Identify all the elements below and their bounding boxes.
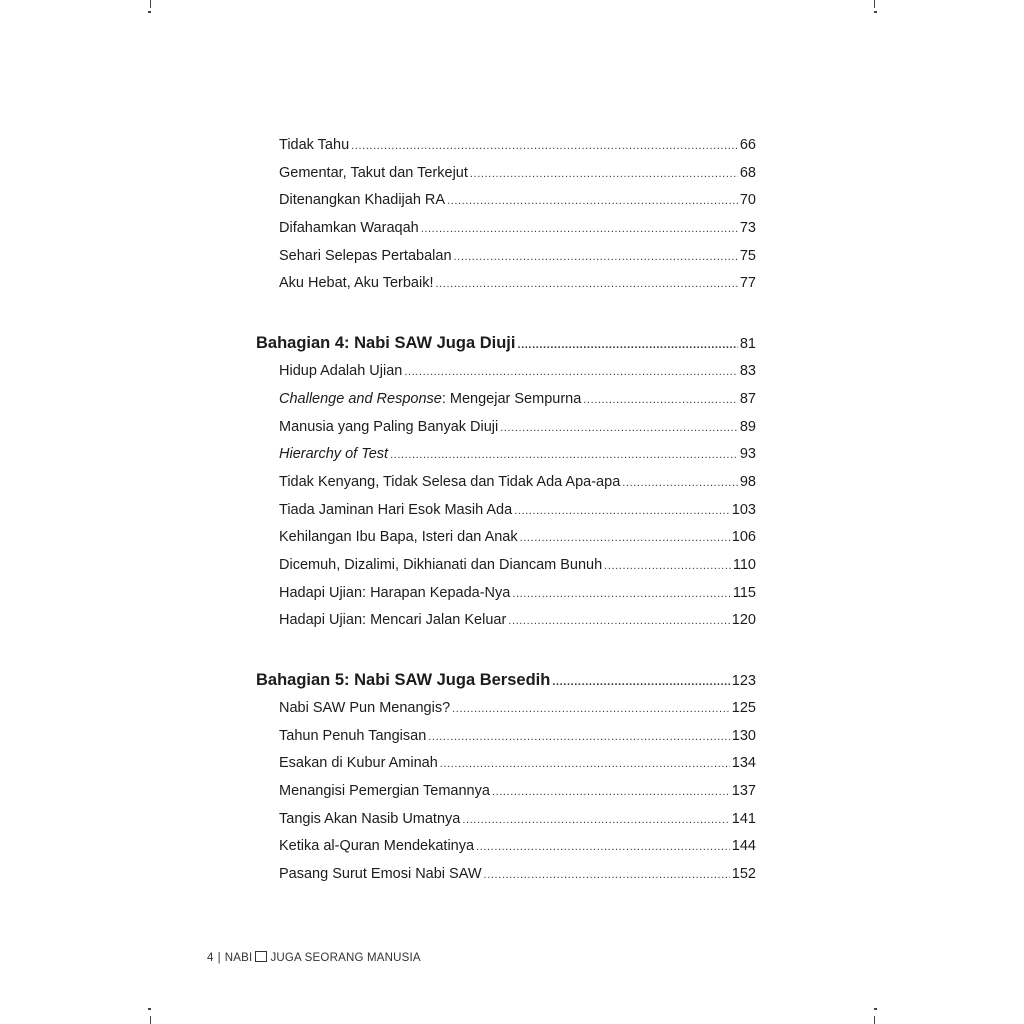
crop-mark-top-right-dot xyxy=(874,11,877,13)
dot-leader xyxy=(484,862,730,890)
toc-entry-title xyxy=(279,386,581,414)
toc-entry[interactable] xyxy=(256,806,756,834)
crop-mark-bottom-left xyxy=(150,1016,151,1024)
toc-entry-page: 68 xyxy=(739,164,756,181)
toc-entry[interactable] xyxy=(256,497,756,525)
dot-leader xyxy=(428,724,730,752)
toc-entry[interactable] xyxy=(256,187,756,215)
dot-leader xyxy=(583,387,738,415)
dot-leader xyxy=(514,498,730,526)
dot-leader xyxy=(447,188,738,216)
toc-entry[interactable] xyxy=(256,552,756,580)
toc-entry-title: Ditenangkan Khadijah RA xyxy=(279,192,446,209)
toc-entry-title: Gementar, Takut dan Terkejut xyxy=(279,164,468,181)
toc-entry-page: 103 xyxy=(731,501,756,518)
footer-book-title-part1: NABI xyxy=(224,952,253,964)
toc-entry-page: 73 xyxy=(739,220,756,237)
toc-entry-title: Tidak Kenyang, Tidak Selesa dan Tidak Ada Apa-apa xyxy=(279,473,621,490)
toc-entry-page: 87 xyxy=(739,390,756,407)
toc-entry[interactable] xyxy=(256,358,756,386)
toc-entry-title: Tiada Jaminan Hari Esok Masih Ada xyxy=(279,501,513,518)
crop-mark-top-right xyxy=(874,0,875,8)
dot-leader xyxy=(452,696,730,724)
crop-mark-bottom-right xyxy=(874,1016,875,1024)
toc-entry-title: Menangisi Pemergian Temannya xyxy=(279,783,490,800)
toc-entry-page: 106 xyxy=(731,529,756,546)
part-heading-title: Bahagian 4: Nabi SAW Juga Diuji xyxy=(256,334,516,353)
part-heading-page: 123 xyxy=(731,673,756,689)
dot-leader xyxy=(454,244,738,272)
toc-entry-title: Tangis Akan Nasib Umatnya xyxy=(279,810,461,827)
toc-entry-page: 137 xyxy=(731,783,756,800)
toc-entry-title: Sehari Selepas Pertabalan xyxy=(279,247,452,264)
footer-separator: | xyxy=(217,952,221,964)
dot-leader xyxy=(404,359,738,387)
toc-entry-page: 75 xyxy=(739,247,756,264)
toc-entry-page: 83 xyxy=(739,363,756,380)
toc-entry[interactable] xyxy=(256,861,756,889)
toc-entry-title: Hidup Adalah Ujian xyxy=(279,363,403,380)
toc-entry-title: Kehilangan Ibu Bapa, Isteri dan Anak xyxy=(279,529,518,546)
toc-entry-page: 141 xyxy=(731,810,756,827)
toc-entry-title xyxy=(279,441,388,469)
dot-leader xyxy=(351,133,738,161)
toc-entry[interactable] xyxy=(256,441,756,469)
toc-entry[interactable] xyxy=(256,580,756,608)
toc-entry[interactable] xyxy=(256,833,756,861)
dot-leader xyxy=(440,751,730,779)
crop-mark-top-left-dot xyxy=(148,11,151,13)
crop-mark-bottom-left-dot xyxy=(148,1008,151,1010)
crop-mark-bottom-right-dot xyxy=(874,1008,877,1010)
toc-entry-title: Ketika al-Quran Mendekatinya xyxy=(279,838,475,855)
toc-entry[interactable] xyxy=(256,243,756,271)
toc-entry-title: Manusia yang Paling Banyak Diuji xyxy=(279,418,499,435)
toc-entry[interactable] xyxy=(256,270,756,298)
toc-entry[interactable] xyxy=(256,414,756,442)
dot-leader xyxy=(622,470,738,498)
dot-leader xyxy=(508,608,730,636)
toc-entry[interactable] xyxy=(256,750,756,778)
part-heading-title: Bahagian 5: Nabi SAW Juga Bersedih xyxy=(256,671,551,689)
toc-entry-page: 152 xyxy=(731,866,756,883)
dot-leader xyxy=(604,553,731,581)
section-gap xyxy=(256,298,756,329)
toc-entry-title: Aku Hebat, Aku Terbaik! xyxy=(279,275,434,292)
crop-mark-top-left xyxy=(150,0,151,8)
toc-entry-title: Dicemuh, Dizalimi, Dikhianati dan Diancam Bunuh xyxy=(279,556,603,573)
toc-entry[interactable] xyxy=(256,386,756,414)
toc-entry-title: Tahun Penuh Tangisan xyxy=(279,727,427,744)
toc-entry-page: 93 xyxy=(739,446,756,463)
table-of-contents xyxy=(256,132,756,889)
toc-entry[interactable] xyxy=(256,215,756,243)
toc-entry-title-italic: Hierarchy of Test xyxy=(279,446,389,463)
section-gap xyxy=(256,635,756,666)
toc-entry-title: Difahamkan Waraqah xyxy=(279,220,419,237)
toc-entry[interactable] xyxy=(256,160,756,188)
toc-entry-title: Nabi SAW Pun Menangis? xyxy=(279,700,451,716)
dot-leader xyxy=(552,668,729,697)
footer-book-title-part2: JUGA SEORANG MANUSIA xyxy=(270,952,421,964)
footer-page-number: 4 xyxy=(207,952,214,964)
toc-entry[interactable] xyxy=(256,469,756,497)
toc-entry-title: Tidak Tahu xyxy=(279,137,350,153)
toc-entry-page: 77 xyxy=(739,275,756,292)
running-footer xyxy=(207,951,421,964)
toc-entry-page: 89 xyxy=(739,418,756,435)
part-heading-4[interactable] xyxy=(256,329,756,358)
dot-leader xyxy=(462,807,729,835)
dot-leader xyxy=(520,525,730,553)
dot-leader xyxy=(390,442,738,470)
toc-entry-title: Esakan di Kubur Aminah xyxy=(279,755,438,772)
toc-entry-page: 70 xyxy=(739,192,756,209)
toc-entry[interactable] xyxy=(256,778,756,806)
dot-leader xyxy=(492,779,730,807)
toc-entry-page: 110 xyxy=(732,556,756,573)
salawat-seal-icon xyxy=(255,951,267,962)
toc-entry[interactable] xyxy=(256,607,756,635)
toc-entry-title: Hadapi Ujian: Mencari Jalan Keluar xyxy=(279,612,507,629)
toc-entry-page: 130 xyxy=(731,727,756,744)
dot-leader xyxy=(476,834,730,862)
toc-entry-page: 125 xyxy=(731,700,756,716)
part-heading-page: 81 xyxy=(739,336,756,353)
part-heading-5[interactable] xyxy=(256,666,756,695)
toc-entry-page: 120 xyxy=(731,612,756,629)
dot-leader xyxy=(517,331,737,360)
toc-entry-page: 134 xyxy=(731,755,756,772)
toc-entry-title-italic: Challenge and Response xyxy=(279,390,442,407)
dot-leader xyxy=(500,415,738,443)
toc-entry-title-rest: : Mengejar Sempurna xyxy=(441,390,582,407)
toc-entry-page: 98 xyxy=(739,473,756,490)
toc-entry-page: 115 xyxy=(732,584,756,601)
dot-leader xyxy=(512,581,731,609)
dot-leader xyxy=(470,161,738,189)
toc-entry-page: 144 xyxy=(731,838,756,855)
toc-entry[interactable] xyxy=(256,695,756,723)
toc-entry[interactable] xyxy=(256,524,756,552)
toc-entry-title: Hadapi Ujian: Harapan Kepada-Nya xyxy=(279,584,511,601)
dot-leader xyxy=(436,271,738,299)
toc-entry-title: Pasang Surut Emosi Nabi SAW xyxy=(279,866,482,883)
toc-entry[interactable] xyxy=(256,132,756,160)
dot-leader xyxy=(421,216,738,244)
toc-entry-page: 66 xyxy=(739,137,756,153)
toc-entry[interactable] xyxy=(256,723,756,751)
